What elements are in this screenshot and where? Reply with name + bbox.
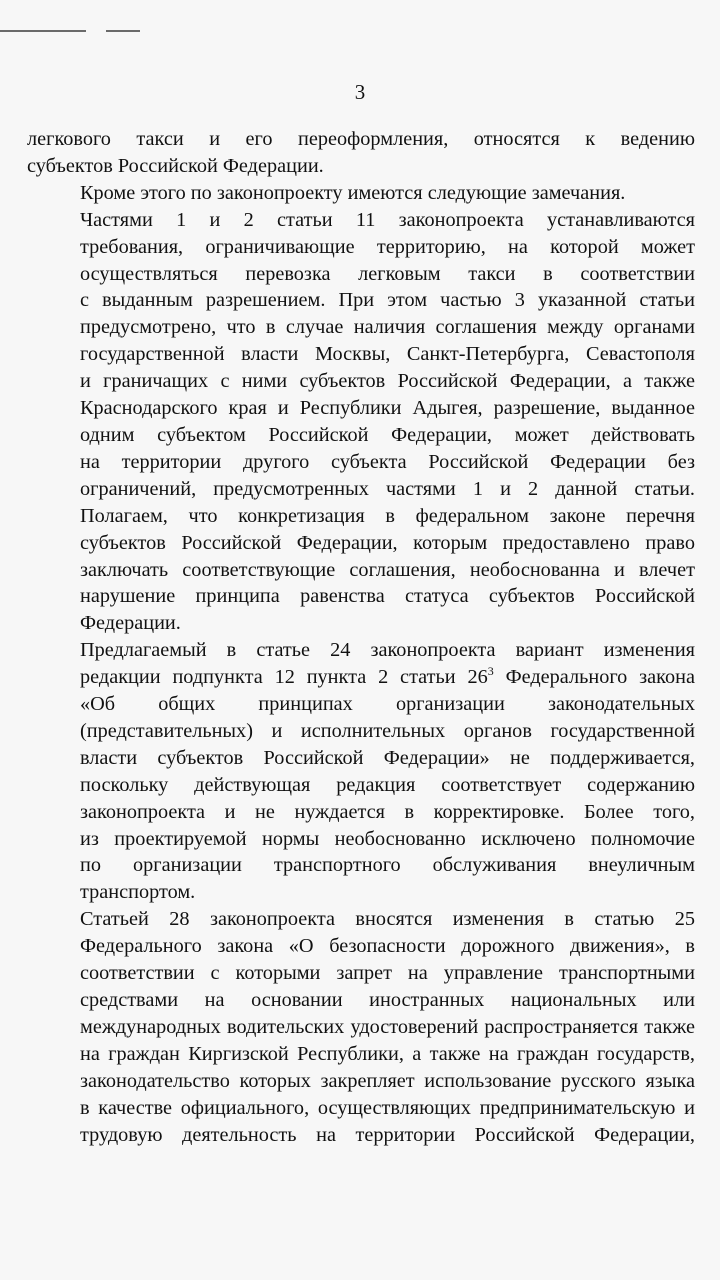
superscript: 3 bbox=[487, 664, 494, 679]
text-line: Кроме этого по законопроекту имеются следующие замечания. bbox=[80, 181, 626, 204]
text-line: законопроекта и не нуждается в корректировке. Более того, bbox=[80, 800, 695, 823]
text-line: Статьей 28 законопроекта вносятся изменения в статью 25 bbox=[80, 908, 695, 931]
paragraph bbox=[27, 180, 695, 207]
text-line: с выданным разрешением. При этом частью 3 указанной статьи bbox=[80, 289, 695, 312]
text-line: транспортом. bbox=[80, 881, 196, 904]
scan-mark bbox=[106, 30, 140, 32]
text-line: государственной власти Москвы, Санкт-Петербурга, Севастополя bbox=[80, 343, 695, 366]
text-line: нарушение принципа равенства статуса субъектов Российской bbox=[80, 585, 695, 608]
text-line: средствами на основании иностранных национальных или bbox=[80, 989, 695, 1011]
text-line: законодательство которых закрепляет использование русского языка bbox=[80, 1069, 695, 1092]
text-line-with-superscript bbox=[27, 664, 695, 691]
text-line: по организации транспортного обслуживания внеуличным bbox=[80, 854, 695, 877]
text-line: на территории другого субъекта Российской Федерации без bbox=[80, 450, 695, 473]
page-number: 3 bbox=[354, 80, 366, 104]
text-line: ограничений, предусмотренных частями 1 и 2 данной статьи. bbox=[80, 477, 695, 500]
text-line: на граждан Киргизской Республики, а также на граждан государств, bbox=[80, 1042, 695, 1065]
scan-edge-marks bbox=[0, 30, 160, 34]
text-line: поскольку действующая редакция соответствует содержанию bbox=[80, 773, 695, 796]
text-line: Предлагаемый в статье 24 законопроекта вариант изменения bbox=[80, 639, 695, 662]
text-line: и граничащих с ними субъектов Российской Федерации, а также bbox=[80, 370, 695, 393]
text-line: трудовую деятельность на территории Российской Федерации, bbox=[80, 1123, 695, 1146]
text-fragment: Федерального закона bbox=[493, 666, 695, 689]
text-line: легкового такси и его переоформления, относятся к ведению bbox=[27, 128, 695, 150]
text-line: Краснодарского края и Республики Адыгея, разрешение, выданное bbox=[80, 397, 695, 420]
document-body bbox=[27, 126, 695, 1148]
text-line: соответствии с которыми запрет на управление транспортными bbox=[80, 962, 695, 985]
paragraph bbox=[27, 207, 695, 638]
text-line: «Об общих принципах организации законодательных bbox=[80, 693, 695, 716]
text-line: Федерального закона «О безопасности дорожного движения», в bbox=[80, 935, 695, 958]
text-line: субъектов Российской Федерации. bbox=[27, 154, 324, 177]
text-line: осуществляться перевозка легковым такси в соответствии bbox=[80, 262, 695, 285]
text-fragment: редакции подпункта 12 пункта 2 статьи 26 bbox=[80, 666, 488, 689]
text-line: власти субъектов Российской Федерации» не поддерживается, bbox=[80, 746, 695, 769]
text-line: международных водительских удостоверений распространяется также bbox=[80, 1015, 695, 1038]
text-line: одним субъектом Российской Федерации, может действовать bbox=[80, 423, 695, 446]
text-line: Федерации. bbox=[80, 612, 181, 635]
scan-mark bbox=[0, 30, 86, 32]
text-line: из проектируемой нормы необоснованно исключено полномочие bbox=[80, 827, 695, 850]
text-line: в качестве официального, осуществляющих предпринимательскую и bbox=[80, 1096, 695, 1119]
text-line: (представительных) и исполнительных органов государственной bbox=[80, 719, 695, 742]
text-line: требования, ограничивающие территорию, на которой может bbox=[80, 235, 695, 258]
paragraph bbox=[27, 126, 695, 180]
text-line: предусмотрено, что в случае наличия соглашения между органами bbox=[80, 316, 695, 339]
text-line: заключать соответствующие соглашения, необоснованна и влечет bbox=[80, 558, 695, 581]
text-line: Частями 1 и 2 статьи 11 законопроекта устанавливаются bbox=[80, 208, 695, 231]
text-line: Полагаем, что конкретизация в федеральном законе перечня bbox=[80, 504, 695, 527]
paragraph bbox=[27, 906, 695, 1148]
text-line: субъектов Российской Федерации, которым предоставлено право bbox=[80, 531, 695, 554]
paragraph bbox=[27, 637, 695, 906]
